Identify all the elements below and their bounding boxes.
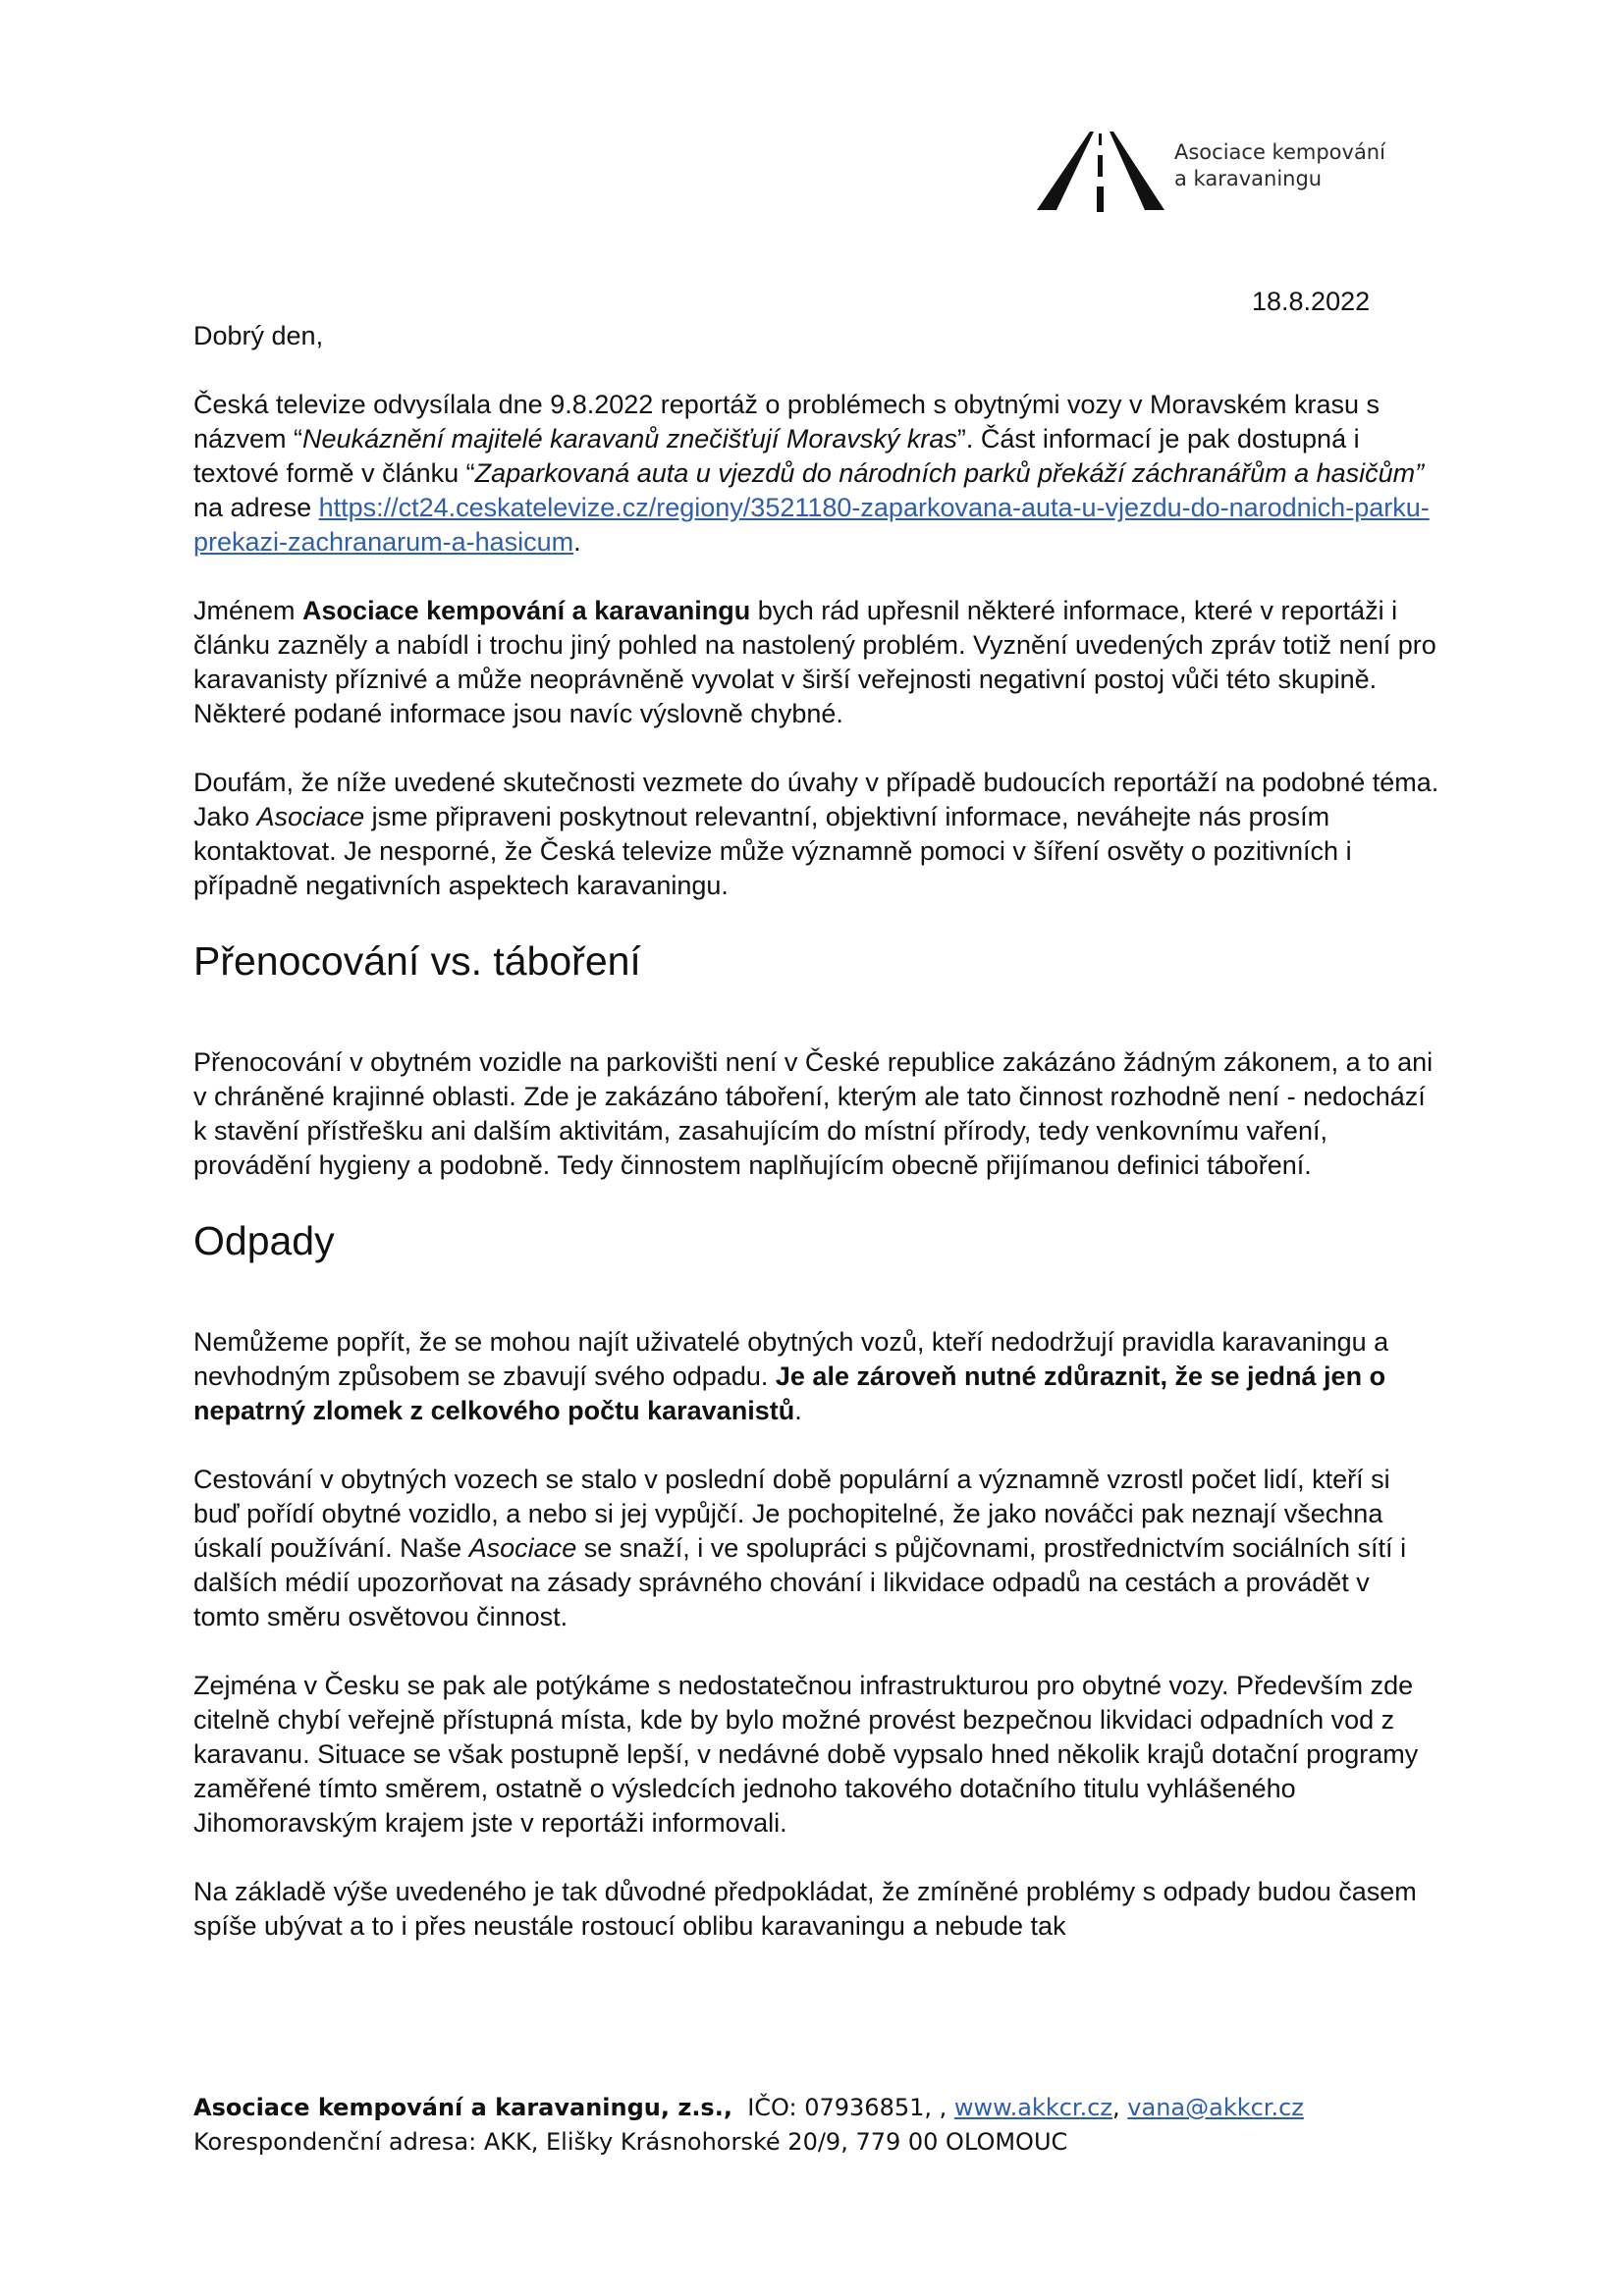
text-italic: Asociace xyxy=(256,802,365,831)
text: Česká televize odvysílala dne 9.8.2022 reportáž o problémech s obytnými vozy v Moravském krasu s názvem “ xyxy=(193,390,1380,454)
logo-line-2: a karavaningu xyxy=(1174,167,1323,190)
footer-line-1 xyxy=(193,2091,1304,2125)
section-heading-waste: Odpady xyxy=(193,1218,335,1263)
text: Nemůžeme popřít, že se mohou najít uživatelé obytných vozů, kteří nedodržují pravidla karavaningu a nevhodným způsobem se zbavují svého odpadu. xyxy=(193,1327,1389,1391)
paragraph-waste-2 xyxy=(193,1463,1440,1634)
road-icon xyxy=(1037,132,1164,212)
text: . xyxy=(794,1396,802,1425)
greeting: Dobrý den, xyxy=(193,321,324,350)
paragraph-association xyxy=(193,594,1440,731)
text: Jménem xyxy=(193,596,303,625)
report-title: Neukáznění majitelé karavanů znečišťují Moravský kras xyxy=(302,424,957,454)
text: bych rád upřesnil některé informace, které v reportáži i článku zazněly a nabídl i trochu jiný pohled na nastolený problém. Vyznění uvedených zpráv totiž není pro karavanisty příznivé a může neoprávněně vyvolat v širší veřejnosti negativní postoj vůči této skupině. Některé podané informace jsou navíc výslovně chybné. xyxy=(193,596,1436,728)
email-link[interactable]: vana@akkcr.cz xyxy=(1127,2094,1304,2121)
article-title: Zaparkovaná auta u vjezdů do národních parků překáží záchranářům a hasičům” xyxy=(474,458,1425,488)
text: Cestování v obytných vozech se stalo v poslední době populární a významně vzrostl počet lidí, kteří si buď pořídí obytné vozidlo, a nebo si jej vypůjčí. Je pochopitelné, že jako nováčci pak neznají všechna úskalí používání. Naše xyxy=(193,1465,1390,1563)
text: jsme připraveni poskytnout relevantní, objektivní informace, neváhejte nás prosím kontaktovat. Je nesporné, že Česká televize může významně pomoci v šíření osvěty o pozitivních i případně negativních aspektech karavaningu. xyxy=(193,802,1352,900)
text: . xyxy=(573,527,581,557)
text: na adrese xyxy=(193,493,319,522)
organization-logo xyxy=(1037,132,1410,212)
logo-text xyxy=(1174,139,1385,192)
intro-paragraph xyxy=(193,388,1440,560)
letter-date: 18.8.2022 xyxy=(1252,287,1371,316)
article-link[interactable]: https://ct24.ceskatelevize.cz/regiony/3521180-zaparkovana-auta-u-vjezdu-do-narodnich-parku-prekazi-zachranarum-a-hasicum xyxy=(193,493,1430,557)
text-italic: Asociace xyxy=(468,1533,577,1563)
section-heading-overnight: Přenocování vs. táboření xyxy=(193,938,641,984)
footer-address: Korespondenční adresa: AKK, Elišky Krásnohorské 20/9, 779 00 OLOMOUC xyxy=(193,2128,1068,2156)
paragraph-waste-4: Na základě výše uvedeného je tak důvodné předpokládat, že zmíněné problémy s odpady budou časem spíše ubývat a to i přes neustále rostoucí oblibu karavaningu a nebude tak xyxy=(193,1877,1417,1941)
paragraph-overnight: Přenocování v obytném vozidle na parkovišti není v České republice zakázáno žádným zákonem, a to ani v chráněné krajinné oblasti. Zde je zakázáno táboření, kterým ale tato činnost rozhodně není - nedochází k stavění přístřešku ani dalším aktivitám, zasahujícím do místní přírody, tedy venkovnímu vaření, provádění hygieny a podobně. Tedy činnostem naplňujícím obecně přijímanou definici táboření. xyxy=(193,1047,1434,1180)
text: se snaží, i ve spolupráci s půjčovnami, prostřednictvím sociálních sítí i dalších médií upozorňovat na zásady správného chování i likvidace odpadů na cestách a provádět v tomto směru osvětovou činnost. xyxy=(193,1533,1407,1631)
website-link[interactable]: www.akkcr.cz xyxy=(953,2094,1113,2121)
separator: , xyxy=(1112,2094,1128,2121)
text: Doufám, že níže uvedené skutečnosti vezmete do úvahy v případě budoucích reportáží na podobné téma. Jako xyxy=(193,768,1439,831)
footer-ico: IČO: 07936851, , xyxy=(731,2094,954,2121)
letter-footer xyxy=(193,2091,1304,2160)
logo-line-1: Asociace kempování xyxy=(1174,140,1385,164)
paragraph-waste-1 xyxy=(193,1325,1440,1428)
letter-body xyxy=(193,319,1440,1978)
text-bold: Je ale zároveň nutné zdůraznit, že se jedná jen o nepatrný zlomek z celkového počtu karavanistů xyxy=(193,1362,1386,1425)
footer-org-name: Asociace kempování a karavaningu, z.s., xyxy=(193,2094,732,2121)
paragraph-waste-3: Zejména v Česku se pak ale potýkáme s nedostatečnou infrastrukturou pro obytné vozy. Především zde citelně chybí veřejně přístupná místa, kde by bylo možné provést bezpečnou likvidaci odpadních vod z karavanu. Situace se však postupně lepší, v nedávné době vypsalo hned několik krajů dotační programy zaměřené tímto směrem, ostatně o výsledcích jednoho takového dotačního titulu vyhlášeného Jihomoravským krajem jste v reportáži informovali. xyxy=(193,1671,1419,1838)
text: ”. Část informací je pak dostupná i textové formě v článku “ xyxy=(193,424,1360,488)
paragraph-hope xyxy=(193,766,1440,903)
association-name: Asociace kempování a karavaningu xyxy=(302,596,751,625)
